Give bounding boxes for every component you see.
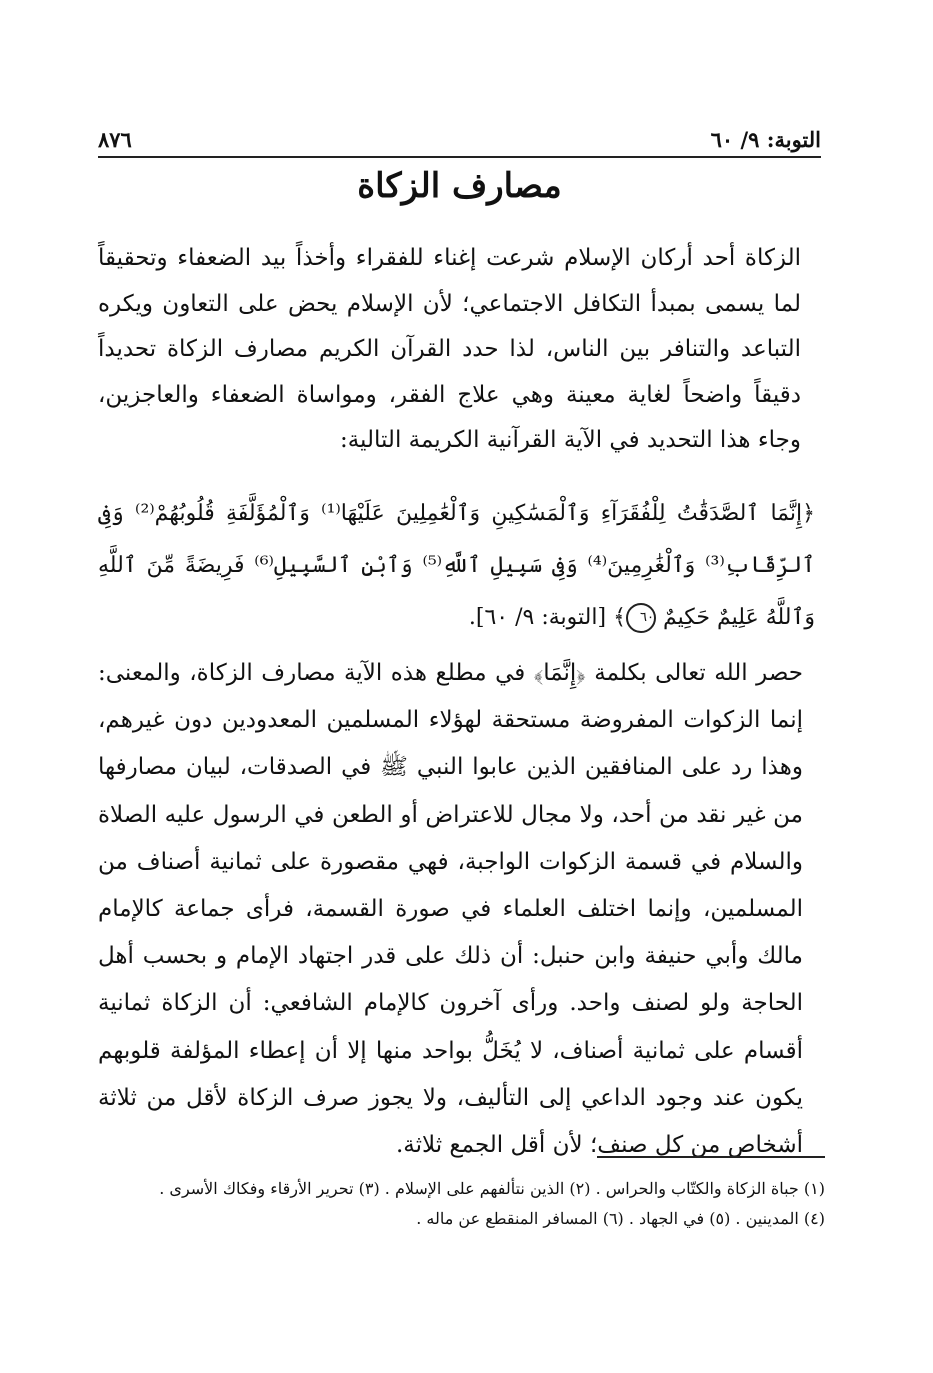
main-paragraph: حصر الله تعالى بكلمة ﴿إِنَّمَا﴾ في مطلع هذه الآية مصارف الزكاة، والمعنى: إنما الزكوات المفروضة مستحقة لهؤلاء المسلمين المعدودين دون غيرهم، وهذا رد على المنافقين الذين عابوا النبي ﷺ في الصدقات، لبيان مصارفها من غير نقد من أحد، ولا مجال للاعتراض أو الطعن في الرسول عليه الصلاة والسلام في قسمة الزكوات الواجبة، فهي مقصورة على ثمانية أصناف من المسلمين، وإنما اختلف العلماء في صورة القسمة، فرأى جماعة كالإمام مالك وأبي حنيفة وابن حنبل: أن ذلك على قدر اجتهاد الإمام و بحسب أهل الحاجة ولو لصنف واحد. ورأى آخرون كالإمام الشافعي: أن الزكاة ثمانية أقسام على ثمانية أصناف، لا يُخَلُّ بواحد منها إلا أن إعطاء المؤلفة قلوبهم يكون عند وجود الداعي إلى التأليف، ولا يجوز صرف الزكاة لأقل من ثلاثة أشخاص من كل صنف؛ لأن أقل الجمع ثلاثة. [98,660,803,1159]
running-header [98,118,821,158]
page-number: ٨٧٦ [98,127,132,152]
verse-text: ﴿إِنَّمَا ٱلصَّدَقَٰتُ لِلْفُقَرَآءِ وَٱلْمَسَٰكِينِ وَٱلْعَٰمِلِينَ عَلَيْهَا⁽¹⁾ وَٱلْمُؤَلَّفَةِ قُلُوبُهُمْ⁽²⁾ وَفِى ٱلرِّقَابِ⁽³⁾ وَٱلْغَٰرِمِينَ⁽⁴⁾ وَفِى سَبِيلِ ٱللَّهِ⁽⁵⁾ وَٱبْنِ ٱلسَّبِيلِ⁽⁶⁾ فَرِيضَةً مِّنَ ٱللَّهِ وَٱللَّهُ عَلِيمٌ حَكِيمٌ [98,501,815,630]
verse-closing-bracket: ﴾ [613,605,626,630]
footnote-line: (٤) المدينين . (٥) في الجهاد . (٦) المسافر المنقطع عن ماله . [416,1209,825,1228]
verse-reference: [التوبة: ٩/ ٦٠]. [468,605,607,630]
intro-paragraph: الزكاة أحد أركان الإسلام شرعت إغناء للفقراء وأخذاً بيد الضعفاء وتحقيقاً لما يسمى بمبدأ التكافل الاجتماعي؛ لأن الإسلام يحض على التعاون ويكره التباعد والتنافر بين الناس، لذا حدد القرآن الكريم مصارف الزكاة تحديداً دقيقاً واضحاً لغاية معينة وهي علاج الفقر، ومواساة الضعفاء والعاجزين، وجاء هذا التحديد في الآية القرآنية الكريمة التالية: [98,245,801,453]
footnotes [98,1174,825,1234]
page-title: مصارف الزكاة [357,166,562,206]
verse-number-marker: ٦٠ [626,603,656,633]
quran-verse [98,488,815,644]
footnote-divider [597,1156,825,1158]
footnote-line: (١) جباة الزكاة والكتّاب والحراس . (٢) الذين نتألفهم على الإسلام . (٣) تحرير الأرقاء وفكاك الأسرى . [159,1179,825,1198]
surah-reference: التوبة: ٩/ ٦٠ [710,127,821,152]
